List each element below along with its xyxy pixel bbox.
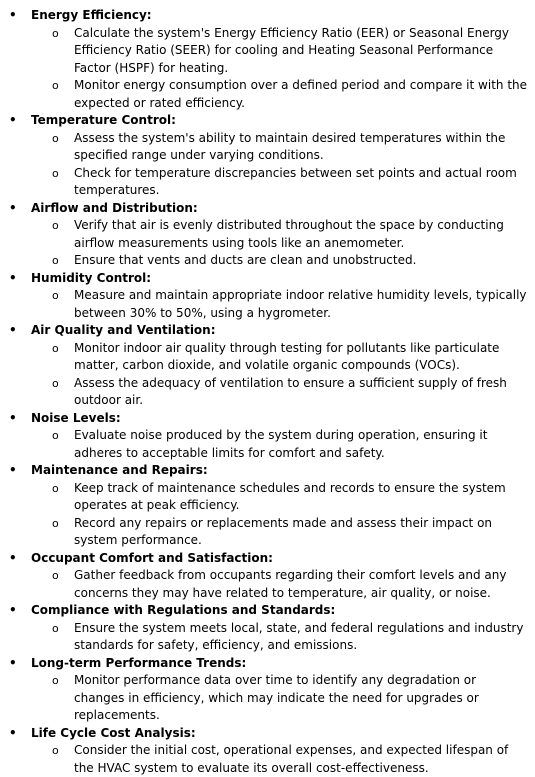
sub-bullet-icon: o bbox=[52, 480, 59, 498]
sub-bullet-icon: o bbox=[52, 567, 59, 585]
list-item-text: Calculate the system's Energy Efficiency Ratio (EER) or Seasonal Energy Efficiency Ratio (SEER) for cooling and Heating Seasonal Performance Factor (HSPF) for heating. bbox=[74, 26, 509, 75]
list-item-text: Keep track of maintenance schedules and records to ensure the system operates at peak efficiency. bbox=[74, 481, 506, 513]
section-title: Temperature Control: bbox=[31, 113, 176, 127]
bullet-icon: • bbox=[9, 7, 17, 25]
section-title: Long-term Performance Trends: bbox=[31, 656, 246, 670]
list-item bbox=[0, 567, 535, 602]
sub-bullet-icon: o bbox=[52, 130, 59, 148]
sub-bullet-icon: o bbox=[52, 165, 59, 183]
section-heading bbox=[0, 410, 535, 428]
list-item-text: Consider the initial cost, operational expenses, and expected lifespan of the HVAC system to evaluate its overall cost-effectiveness. bbox=[74, 743, 508, 775]
list-item-text: Check for temperature discrepancies between set points and actual room temperatures. bbox=[74, 166, 517, 198]
section-noise-levels bbox=[0, 410, 535, 463]
sub-bullet-icon: o bbox=[52, 287, 59, 305]
sub-bullet-icon: o bbox=[52, 620, 59, 638]
section-temperature-control bbox=[0, 112, 535, 200]
list-item bbox=[0, 252, 535, 270]
sub-bullet-icon: o bbox=[52, 25, 59, 43]
list-item-text: Gather feedback from occupants regarding their comfort levels and any concerns they may have related to temperature, air quality, or noise. bbox=[74, 568, 506, 600]
list-item-text: Assess the system's ability to maintain desired temperatures within the specified range under varying conditions. bbox=[74, 131, 505, 163]
section-heading bbox=[0, 200, 535, 218]
sub-bullet-icon: o bbox=[52, 77, 59, 95]
list-item-text: Monitor energy consumption over a defined period and compare it with the expected or rated efficiency. bbox=[74, 78, 527, 110]
section-humidity-control bbox=[0, 270, 535, 323]
list-item-text: Evaluate noise produced by the system during operation, ensuring it adheres to acceptable limits for comfort and safety. bbox=[74, 428, 487, 460]
section-heading bbox=[0, 270, 535, 288]
section-heading bbox=[0, 725, 535, 743]
bullet-icon: • bbox=[9, 725, 17, 743]
section-occupant-comfort bbox=[0, 550, 535, 603]
section-title: Humidity Control: bbox=[31, 271, 151, 285]
sub-bullet-icon: o bbox=[52, 217, 59, 235]
section-heading bbox=[0, 602, 535, 620]
list-item bbox=[0, 77, 535, 112]
bullet-icon: • bbox=[9, 112, 17, 130]
section-life-cycle-cost bbox=[0, 725, 535, 777]
bullet-icon: • bbox=[9, 550, 17, 568]
list-item bbox=[0, 130, 535, 165]
list-item-text: Monitor performance data over time to identify any degradation or changes in efficiency, which may indicate the need for upgrades or replacements. bbox=[74, 673, 479, 722]
list-item-text: Record any repairs or replacements made and assess their impact on system performance. bbox=[74, 516, 492, 548]
sub-bullet-icon: o bbox=[52, 515, 59, 533]
section-heading bbox=[0, 322, 535, 340]
list-item bbox=[0, 340, 535, 375]
bullet-icon: • bbox=[9, 602, 17, 620]
bullet-icon: • bbox=[9, 462, 17, 480]
list-item bbox=[0, 480, 535, 515]
section-heading bbox=[0, 550, 535, 568]
section-heading bbox=[0, 7, 535, 25]
section-title: Airflow and Distribution: bbox=[31, 201, 198, 215]
bullet-icon: • bbox=[9, 322, 17, 340]
list-item-text: Ensure that vents and ducts are clean and unobstructed. bbox=[74, 253, 416, 267]
list-item bbox=[0, 515, 535, 550]
list-item-text: Ensure the system meets local, state, and federal regulations and industry standards for safety, efficiency, and emissions. bbox=[74, 621, 523, 653]
list-item bbox=[0, 620, 535, 655]
list-item bbox=[0, 427, 535, 462]
section-compliance bbox=[0, 602, 535, 655]
sub-bullet-icon: o bbox=[52, 375, 59, 393]
list-item-text: Measure and maintain appropriate indoor relative humidity levels, typically between 30% to 50%, using a hygrometer. bbox=[74, 288, 527, 320]
section-heading bbox=[0, 462, 535, 480]
section-title: Noise Levels: bbox=[31, 411, 121, 425]
list-item bbox=[0, 217, 535, 252]
list-item bbox=[0, 287, 535, 322]
list-item-text: Verify that air is evenly distributed throughout the space by conducting airflow measurements using tools like an anemometer. bbox=[74, 218, 504, 250]
section-heading bbox=[0, 112, 535, 130]
section-title: Occupant Comfort and Satisfaction: bbox=[31, 551, 273, 565]
section-title: Life Cycle Cost Analysis: bbox=[31, 726, 196, 740]
list-item-text: Monitor indoor air quality through testing for pollutants like particulate matter, carbon dioxide, and volatile organic compounds (VOCs). bbox=[74, 341, 499, 373]
section-title: Maintenance and Repairs: bbox=[31, 463, 208, 477]
list-item-text: Assess the adequacy of ventilation to ensure a sufficient supply of fresh outdoor air. bbox=[74, 376, 507, 408]
list-item bbox=[0, 165, 535, 200]
section-title: Compliance with Regulations and Standards: bbox=[31, 603, 335, 617]
section-title: Energy Efficiency: bbox=[31, 8, 152, 22]
section-airflow-distribution bbox=[0, 200, 535, 270]
sub-bullet-icon: o bbox=[52, 252, 59, 270]
section-maintenance-repairs bbox=[0, 462, 535, 550]
section-title: Air Quality and Ventilation: bbox=[31, 323, 216, 337]
section-long-term-trends bbox=[0, 655, 535, 725]
bullet-icon: • bbox=[9, 200, 17, 218]
sub-bullet-icon: o bbox=[52, 742, 59, 760]
list-item bbox=[0, 25, 535, 78]
sub-bullet-icon: o bbox=[52, 672, 59, 690]
section-heading bbox=[0, 655, 535, 673]
list-item bbox=[0, 375, 535, 410]
bullet-icon: • bbox=[9, 655, 17, 673]
list-item bbox=[0, 672, 535, 725]
bullet-icon: • bbox=[9, 410, 17, 428]
sub-bullet-icon: o bbox=[52, 427, 59, 445]
bullet-icon: • bbox=[9, 270, 17, 288]
section-air-quality-ventilation bbox=[0, 322, 535, 410]
section-energy-efficiency bbox=[0, 7, 535, 112]
sub-bullet-icon: o bbox=[52, 340, 59, 358]
